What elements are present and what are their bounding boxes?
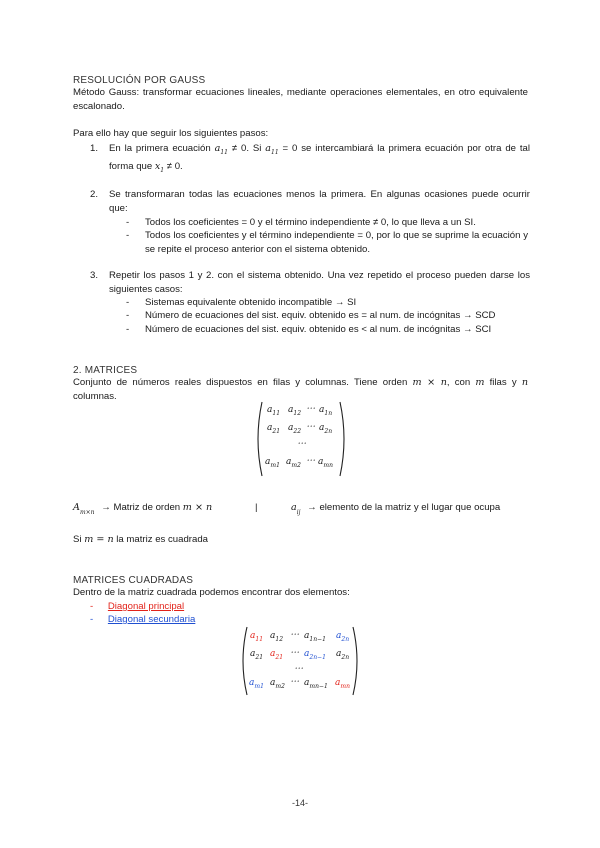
step-number: 1.: [90, 143, 99, 154]
a11-symbol: $a_{11}$: [265, 143, 279, 156]
bullet-dash: -: [126, 230, 130, 241]
bullet-item: - Sistemas equivalente obtenido incompatible → SI: [126, 296, 528, 310]
step-number: 3.: [90, 270, 99, 281]
bullet-item: - Todos los coeficientes y el término independiente = 0, por lo que se suprime la ecuación y se repite el proceso anterior con el sistema obtenido.: [126, 230, 528, 256]
bullet-item: - Número de ecuaciones del sist. equiv. obtenido es = al num. de incógnitas → SCD: [126, 309, 528, 323]
step-1: [90, 140, 530, 176]
steps-intro: Para ello hay que seguir los siguientes pasos:: [73, 128, 269, 139]
section-title-matrices: 2. MATRICES: [73, 365, 138, 376]
ne0-text: ≠ 0.: [164, 161, 183, 172]
step3-text: Repetir los pasos 1 y 2. con el sistema obtenido. Una vez repetido el proceso pueden darse los siguientes casos:: [109, 270, 530, 296]
bullet-item: - Número de ecuaciones del sist. equiv. obtenido es < al num. de incógnitas → SCI: [126, 323, 528, 337]
section-title-square: MATRICES CUADRADAS: [73, 575, 194, 586]
bullet-dash: -: [90, 614, 94, 625]
diagonal-secundaria-link[interactable]: Diagonal secundaria: [107, 614, 196, 625]
step-3: [90, 269, 530, 298]
gauss-intro: Método Gauss: transformar ecuaciones lineales, mediante operaciones elementales, en otro equivalente escalonado.: [73, 87, 528, 113]
step-number: 2.: [90, 189, 99, 200]
order-line: $A_{m\times n}$ → Matriz de orden m × n | $a_{ij}$ → elemento de la matriz y el lugar que ocupa: [73, 502, 501, 516]
bullet-dash: -: [126, 217, 130, 228]
separator: |: [255, 502, 258, 513]
step1-text-c: se intercambiará la primera ecuación por otra de tal forma que: [109, 143, 530, 172]
bullet-dash: -: [126, 324, 130, 335]
general-matrix: $a_{11}$ $a_{12}$ ⋯ $a_{1n}$ $a_{21}$ $a_{22}$ ⋯ $a_{2n}$ ⋯ $a_{m1}$ $a_{m2}$ ⋯ $a_{mn}$: [255, 400, 347, 478]
diagonal-principal-link[interactable]: Diagonal principal: [107, 601, 185, 612]
step2-text: Se transformaran todas las ecuaciones menos la primera. En algunas ocasiones puede ocurrir que:: [109, 189, 530, 215]
square-intro: Dentro de la matriz cuadrada podemos encontrar dos elementos:: [73, 587, 350, 598]
eq0-text: = 0: [278, 143, 298, 154]
a11-symbol: $a_{11}$: [214, 143, 228, 156]
square-matrix: $a_{11}$ $a_{12}$ ⋯ $a_{1n-1}$ $a_{2n}$ $a_{21}$ $a_{21}$ ⋯ $a_{2n-1}$ $a_{2n}$ ⋯ $a_{m1}$ $a_{m2}$ ⋯ $a_{mn-1}$ $a_{mn}$: [240, 625, 360, 697]
step1-text-a: En la primera ecuación: [109, 143, 215, 154]
ne0-text: ≠ 0.: [227, 143, 249, 154]
step1-text-b: Si: [249, 143, 266, 154]
page-number: -14-: [291, 798, 308, 808]
step-2: [90, 188, 530, 217]
bullet-dash: -: [90, 601, 94, 612]
bullet-item: - Todos los coeficientes = 0 y el término independiente ≠ 0, lo que lleva a un SI.: [126, 216, 528, 230]
bullet-dash: -: [126, 310, 130, 321]
list-item: [90, 613, 195, 627]
A-symbol: $A_{m\times n}$: [73, 502, 95, 516]
square-condition: Si m = n la matriz es cuadrada: [73, 534, 209, 545]
aij-symbol: $a_{ij}$: [291, 502, 301, 516]
section-title-gauss: RESOLUCIÓN POR GAUSS: [73, 75, 206, 86]
x1-symbol: $x_1$: [154, 161, 165, 174]
matrices-definition: Conjunto de números reales dispuestos en filas y columnas. Tiene orden m × n, con m filas y n columnas.: [73, 377, 529, 403]
bullet-dash: -: [126, 297, 130, 308]
